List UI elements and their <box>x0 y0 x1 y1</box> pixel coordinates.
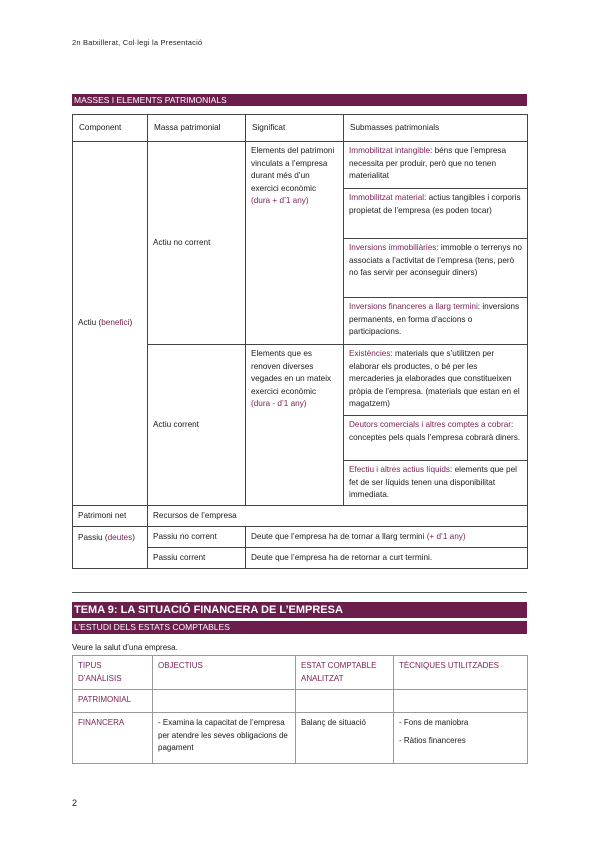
anc-significat: Elements del patrimoni vinculats a l’empresa durant més d’un exercici econòmic <box>251 146 335 193</box>
passiu-paren: deutes <box>107 533 133 542</box>
col-header: Component <box>73 115 148 142</box>
masses-table <box>72 114 528 569</box>
pc-label: Passiu corrent <box>148 548 246 569</box>
submassa-desc: : béns que l’empresa necessita per produir, però que no tenen materialitat <box>349 146 507 180</box>
actiu-label: Actiu <box>78 318 97 328</box>
list-item: - Fons de maniobra <box>399 718 469 727</box>
tecniques-cell <box>394 690 528 713</box>
ac-significat-cell <box>246 345 344 506</box>
page-number: 2 <box>72 798 78 808</box>
objectius-cell: - Examina la capacitat de l’empresa per atendre les seves obligacions de pagament <box>153 713 296 764</box>
anc-significat-cell <box>246 142 344 345</box>
anc-cell: Actiu no corrent <box>148 142 246 345</box>
table-row <box>73 527 528 548</box>
table-row <box>73 713 528 764</box>
submassa-desc: : immoble o terrenys no associats a l’activitat de l’empresa (tens, però no fas servir per aconseguir diners) <box>349 243 522 277</box>
col-header: TÈCNIQUES UTILITZADES <box>394 656 528 690</box>
section-subtitle: L’ESTUDI DELS ESTATS COMPTABLES <box>72 621 527 634</box>
tipus-cell: PATRIMONIAL <box>73 690 153 713</box>
submassa-term: Existències <box>349 349 391 358</box>
submassa-cell <box>344 298 528 345</box>
col-header: Significat <box>246 115 344 142</box>
submassa-term: Immobilitzat material <box>349 193 425 202</box>
submassa-term: Immobilitzat intangible <box>349 146 431 155</box>
page-header: 2n Batxillerat, Col·legi la Presentació <box>72 38 203 47</box>
pnc-label: Passiu no corrent <box>148 527 246 548</box>
tipus-cell: FINANCERA <box>73 713 153 764</box>
table-header-row <box>73 115 528 142</box>
passiu-label: Passiu <box>78 533 103 542</box>
submassa-cell <box>344 461 528 506</box>
submassa-cell <box>344 189 528 239</box>
pn-desc: Recursos de l’empresa <box>148 506 528 527</box>
col-header: Submasses patrimonials <box>344 115 528 142</box>
submassa-cell <box>344 345 528 416</box>
table-row <box>73 690 528 713</box>
passiu-cell: Passiu (deutes) <box>73 527 148 569</box>
col-header: Massa patrimonial <box>148 115 246 142</box>
submassa-desc: : inversions permanents, en forma d’accions o participacions. <box>349 302 520 336</box>
actiu-cell: Actiu (benefici) <box>73 142 148 506</box>
pnc-desc: Deute que l’empresa ha de tornar a llarg termini <box>251 531 425 541</box>
submassa-term: Deutors comercials i altres comptes a cobrar <box>349 420 511 429</box>
divider <box>72 592 527 593</box>
submassa-desc: : materials que s’utilitzen per elaborar els productes, o bé per les mercaderies ja elaborades que constitueixen pròpia de l’empresa. (materials que estan en el magatzem) <box>349 349 520 408</box>
ac-cell: Actiu corrent <box>148 345 246 506</box>
table-row <box>73 506 528 527</box>
tecniques-cell <box>394 713 528 764</box>
pnc-desc-cell <box>246 527 528 548</box>
submassa-desc: : conceptes pels quals l’empresa cobrarà diners. <box>349 420 521 442</box>
table-header-row <box>73 656 528 690</box>
submassa-term: Inversions financeres a llarg termini <box>349 302 478 311</box>
anc-duration: (dura + d’1 any) <box>251 196 309 205</box>
objectius-cell <box>153 690 296 713</box>
col-header: OBJECTIUS <box>153 656 296 690</box>
intro-text: Veure la salut d’una empresa. <box>72 643 178 652</box>
submassa-desc: : actius tangibles i corporis propietat de l’empresa (es poden tocar) <box>349 193 521 215</box>
col-header: TIPUS D’ANÀLISIS <box>73 656 153 690</box>
estat-cell <box>296 690 394 713</box>
tecniques-list <box>399 717 522 747</box>
submassa-cell <box>344 142 528 189</box>
submassa-cell <box>344 239 528 298</box>
col-header: ESTAT COMPTABLE ANALITZAT <box>296 656 394 690</box>
submassa-cell <box>344 416 528 461</box>
list-item: - Ràtios financeres <box>399 735 466 745</box>
submassa-term: Inversions immobiliàries <box>349 243 437 252</box>
pc-desc: Deute que l’empresa ha de retornar a curt termini. <box>246 548 528 569</box>
pn-label: Patrimoni net <box>73 506 148 527</box>
table-row <box>73 142 528 189</box>
section-title-masses: MASSES I ELEMENTS PATRIMONIALS <box>72 94 527 106</box>
estat-cell: Balanç de situació <box>296 713 394 764</box>
actiu-paren: benefici <box>101 318 130 328</box>
ac-significat: Elements que es renoven diverses vegades en un mateix exercici econòmic <box>251 349 332 396</box>
tema-title: TEMA 9: LA SITUACIÓ FINANCERA DE L’EMPRESA <box>72 602 527 618</box>
pnc-extra: (+ d’1 any) <box>426 531 466 541</box>
submassa-term: Efectiu i altres actius líquids <box>349 465 451 474</box>
analisi-table <box>72 655 528 764</box>
submassa-desc: : elements que pel fet de ser líquids tenen una disponibilitat immediata. <box>349 465 517 499</box>
ac-duration: (dura - d’1 any) <box>251 399 307 408</box>
